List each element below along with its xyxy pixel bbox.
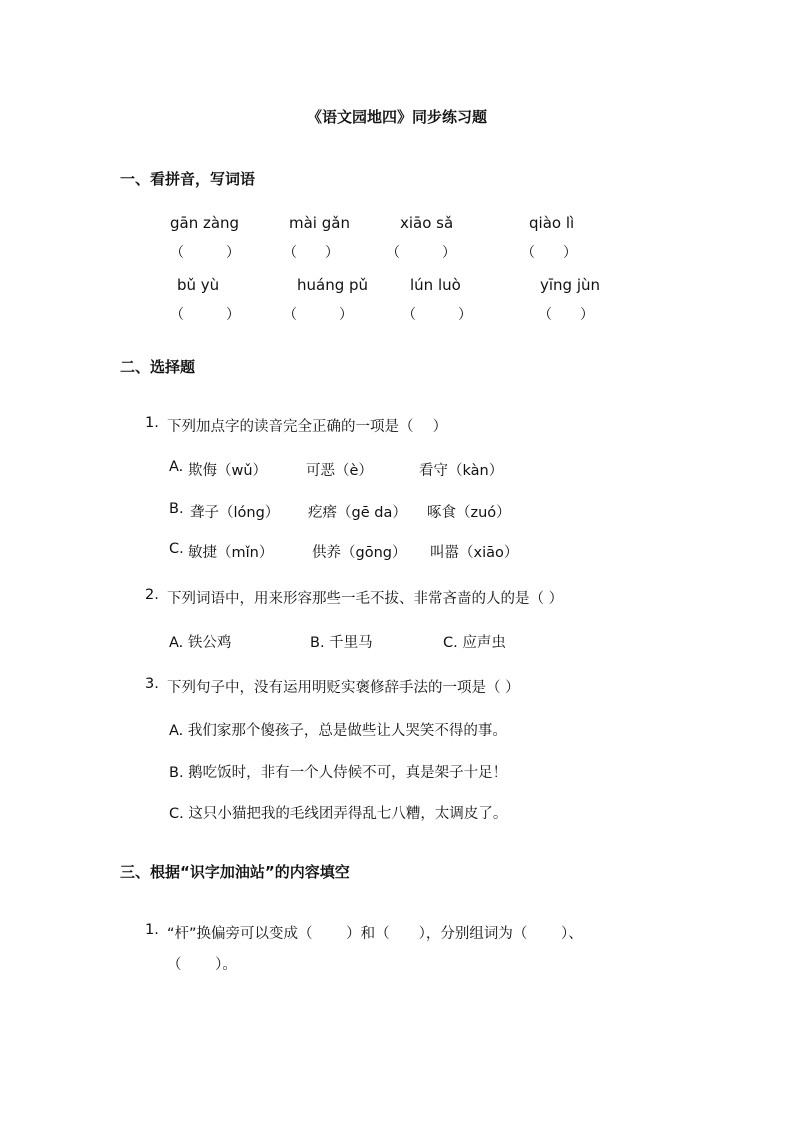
question-number: 2. (145, 587, 159, 603)
option-item: 疙瘩（gē da） (308, 505, 407, 521)
pinyin-item: gān zàng (170, 214, 240, 232)
pinyin-item: xiāo sǎ (400, 214, 454, 232)
pinyin-item: mài gǎn (289, 214, 350, 232)
option-label: A. (169, 459, 184, 475)
option-item: B. 千里马 (310, 635, 373, 651)
answer-blank: （ ） (521, 245, 577, 261)
question-number: 1. (145, 415, 159, 431)
option-label: C. (169, 541, 184, 557)
answer-blank: （ ） (170, 307, 240, 323)
option-item: B. 鹅吃饭时，非有一个人侍候不可，真是架子十足！ (169, 765, 508, 781)
question-text: “杆”换偏旁可以变成（ ）和（ ），分别组词为（ ）、 (167, 926, 583, 942)
answer-blank: （ ） (283, 245, 339, 261)
section-heading-choice: 二、选择题 (120, 358, 196, 376)
section-heading-pinyin: 一、看拼音，写词语 (120, 170, 256, 188)
answer-blank: （ ） (538, 307, 594, 323)
question-text: 下列加点字的读音完全正确的一项是（ ） (167, 419, 448, 435)
option-item: 供养（gōng） (312, 545, 407, 561)
answer-blank: （ ） (283, 307, 353, 323)
option-item: A. 我们家那个傻孩子，总是做些让人哭笑不得的事。 (169, 723, 507, 739)
option-item: 欺侮（wǔ） (188, 463, 268, 479)
answer-blank: （ ） (170, 245, 240, 261)
option-item: 聋子（lóng） (190, 505, 280, 521)
pinyin-item: qiào lì (529, 214, 575, 232)
option-item: 敏捷（mǐn） (188, 545, 274, 561)
option-item: A. 铁公鸡 (169, 635, 232, 651)
question-text: 下列句子中，没有运用明贬实褒修辞手法的一项是（ ） (167, 680, 520, 696)
question-text: 下列词语中，用来形容那些一毛不拔、非常吝啬的人的是（ ） (167, 591, 564, 607)
option-item: 啄食（zuó） (427, 505, 511, 521)
pinyin-item: bǔ yù (177, 276, 220, 294)
section-heading-fill: 三、根据“识字加油站”的内容填空 (120, 863, 350, 881)
pinyin-item: huáng pǔ (297, 276, 369, 294)
question-text-continued: （ ）。 (167, 957, 237, 973)
pinyin-item: lún luò (410, 276, 461, 294)
option-item: 看守（kàn） (419, 463, 504, 479)
option-item: 叫嚣（xiāo） (430, 545, 519, 561)
option-label: B. (169, 501, 184, 517)
page-title: 《语文园地四》同步练习题 (306, 108, 487, 126)
question-number: 3. (145, 676, 159, 692)
pinyin-item: yīng jùn (540, 276, 601, 294)
answer-blank: （ ） (386, 245, 456, 261)
question-number: 1. (145, 922, 159, 938)
option-item: C. 这只小猫把我的毛线团弄得乱七八糟，太调皮了。 (169, 806, 508, 822)
answer-blank: （ ） (402, 307, 472, 323)
option-item: 可恶（è） (306, 463, 373, 479)
option-item: C. 应声虫 (443, 635, 506, 651)
